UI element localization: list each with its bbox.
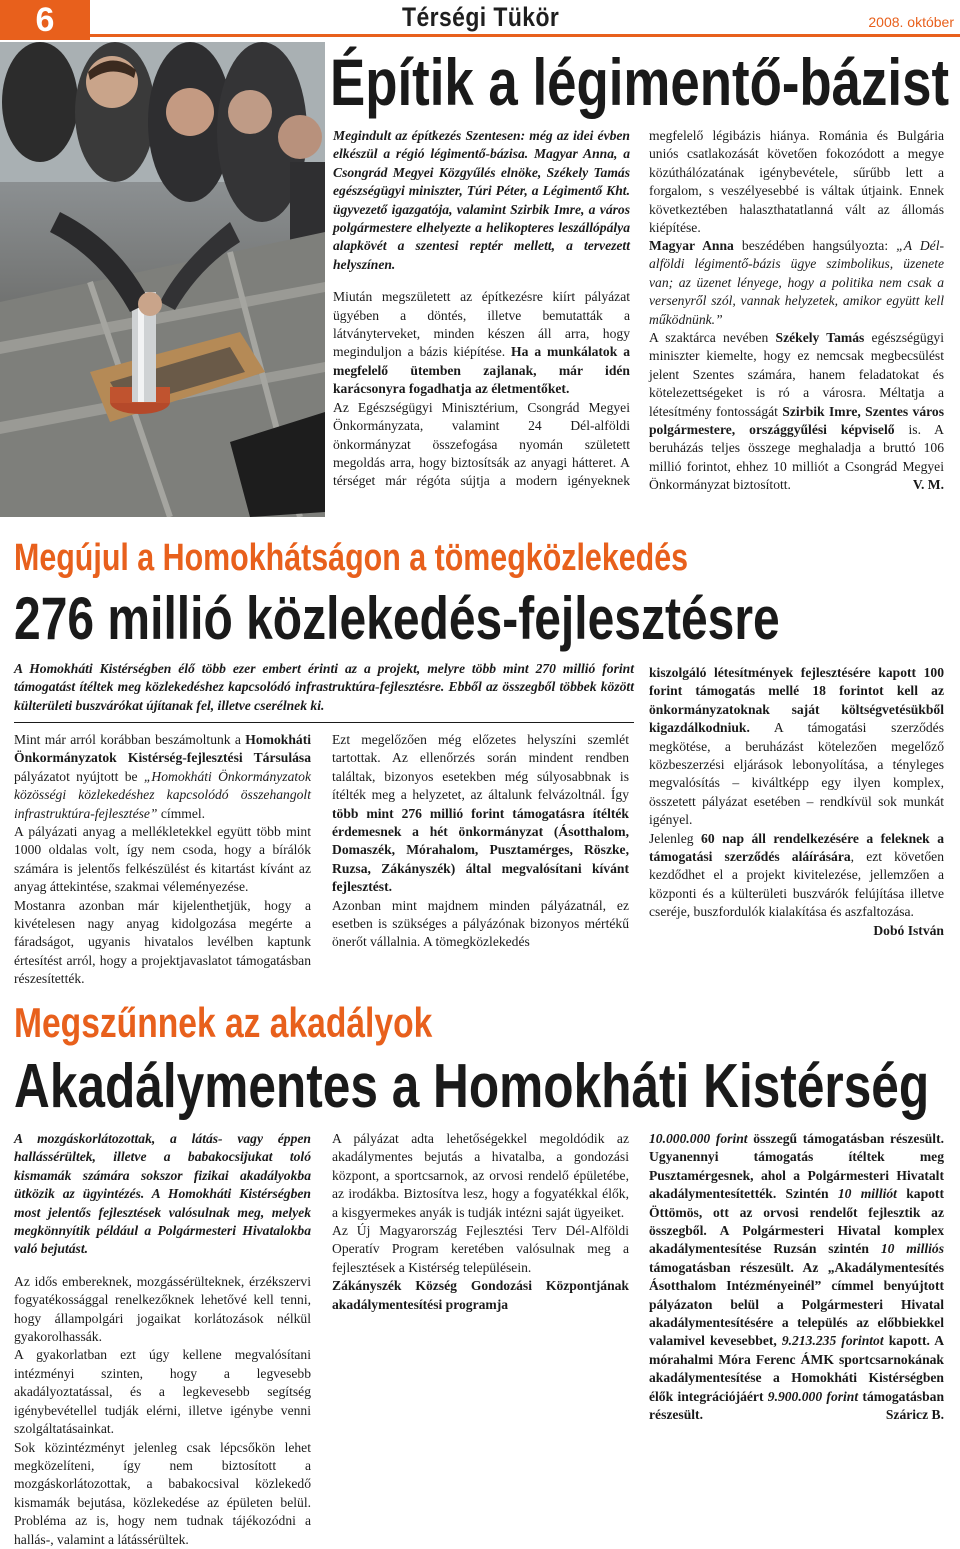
photo-illustration <box>0 42 325 517</box>
article1-highlight: Ha a munkálatok a megfelelő ütemben zajlanak, már idén karácsonyra fogadhatja az életmentőket. <box>333 344 630 397</box>
article2-column-2 <box>332 731 629 952</box>
article3-text: támogatásban részesült. Az „Akadálymentesítés Ásotthalom Intézményeinél” címmel benyújtott pályázaton belül a Polgármesteri Hivatal akadálymentesítésére a település az előbbiekkel valamivel kevesebbet, <box>649 1259 944 1349</box>
article1-quote: „A Dél-alföldi légimentő-bázis ügye szimbolikus, üzenete van; az üzenet lényege, hogy a politika nem csak a versenyről szól, vannak helyzetek, amikor együtt kell működnünk.” <box>649 238 944 327</box>
funding-amount: 9.900.000 forint <box>767 1388 859 1404</box>
article1-text: A szaktárca nevében <box>649 330 776 346</box>
header-rule <box>90 34 960 37</box>
article3-column-1 <box>14 1130 311 1549</box>
funding-amount: 10.000.000 forint <box>649 1131 748 1146</box>
article1-continued-text: megfelelő légibázis hiánya. Románia és Bulgária uniós csatlakozását követően fokozódott a megye közúthálózatának igénybevétele, sűrűbb lett a forgalom, s veszélyesebbé is váltak útjaink. Ennek következtében halaszthatatlanná vált az állomás kiépítése. <box>649 128 944 236</box>
article2-column-1 <box>14 731 311 989</box>
funding-amount: 10 milliót <box>837 1186 897 1202</box>
article1-signature: V. M. <box>912 477 944 493</box>
article2-text: A támogatási szerződés megkötése, a beruházást kötelezően megelőző közbeszerzési eljárások lebonyolítása, a tényleges megvalósítás – kiváltképp egy ilyen komplex, összetett pályázat esetében – rendkívül sok munkát igényel. <box>649 720 944 828</box>
article1-title: Építik a légimentő-bázist <box>330 45 950 119</box>
foundation-stone-photo <box>0 42 325 517</box>
article1-column-2 <box>649 127 944 495</box>
speaker-name: Magyar Anna <box>649 238 734 253</box>
article1-paragraph <box>333 288 630 398</box>
article1-text: egészségügyi miniszter kiemelte, hogy ez nemcsak megbecsülést jelent Szentes számára, hanem feladatokat és kötelezettségeket is ró a városra. Méltatja a létesítmény fontosságát <box>649 330 944 419</box>
article2-paragraph-5: Azonban mint majdnem minden pályázatnál, ez esetben is szükséges a pályázónak bizonyos mértékű önerőt vállalnia. A tömegközlekedés <box>332 897 629 950</box>
issue-date: 2008. október <box>868 14 954 30</box>
mayor-name: Szirbik Imre, Szentes város polgármestere, országgyűlési képviselő <box>649 403 944 438</box>
article3-paragraph-1: Az idős embereknek, mozgássérülteknek, érzékszervi fogyatékossággal renelkezőknek lehetővé kell tenni, hogy állampolgári jogaikat korlátozások nélkül gyakorolhassák. <box>14 1273 311 1345</box>
article2-text: , ezt követően kezdődhet el a projekt kivitelezése, jellemzően a központi és a külterületi buszvárók felújítása illetve cseréje, buszfordulók kialakítása és aszfaltozása. <box>649 849 944 920</box>
article2-paragraph-6 <box>649 664 944 830</box>
article3-text: kapott Öttömös, ott az orvosi rendelőt fejlesztik az összegből. A Polgármesteri Hivatal komplex akadálymentesítése Ruzsán szintén <box>649 1186 944 1257</box>
article2-highlight: több mint 276 millió forint támogatásra ítélték érdemesnek a hét önkormányzat (Ásotthalom, Domaszék, Mórahalom, Pusztamérges, Röszke, Ruzsa, Zákányszék) által megvalósítani kívánt fejlesztést. <box>332 805 629 895</box>
article1-text: beszédében hangsúlyozta: <box>733 238 897 253</box>
article2-highlight: 60 nap áll rendelkezésére a feleknek a támogatási szerződés aláírására <box>649 830 945 865</box>
project-title: „Homokháti Önkormányzatok közösségi közlekedéshez kapcsolódó összehangolt infrastruktúra-fejlesztése” <box>14 768 311 821</box>
article1-paragraph-2-continued <box>649 127 944 237</box>
article2-text: Jelenleg <box>649 830 702 846</box>
article1-column-1 <box>333 127 630 491</box>
association-name: Homokháti Önkormányzatok Kistérség-fejlesztési Társulása <box>14 732 311 766</box>
article2-paragraph-3: Mostanra azonban már kijelenthetjük, hogy a kivételesen nagy anyag kidolgozása megérte a fáradságot, ugyanis hivatalos levélben kaptunk értesítést arról, hogy a projektjavaslatot támogatásban részesítették. <box>14 897 311 987</box>
article2-kicker: Megújul a Homokhátságon a tömegközlekedés <box>14 537 689 579</box>
page-number: 6 <box>0 0 90 40</box>
article3-paragraph-7 <box>649 1130 944 1425</box>
article1-paragraph-2: Az Egészségügyi Minisztérium, Csongrád Megyei Önkormányzata, valamint 24 Dél-alföldi önkormányzat összefogása nyomán született megoldás arra, hogy biztosítsák az anyagi hátteret. A térséget már régóta sújtja a modern igényeknek <box>333 399 630 489</box>
newspaper-name: Térségi Tükör <box>402 2 560 32</box>
minister-name: Székely Tamás <box>775 330 865 346</box>
article3-paragraph-5: Az Új Magyarország Fejlesztési Terv Dél-Alföldi Operatív Program keretében valósulnak meg a fejlesztések a Kistérség településein. <box>332 1223 629 1275</box>
article2-text: Mint már arról korábban beszámoltunk a <box>14 732 246 747</box>
article1-paragraph-4 <box>649 329 944 495</box>
article3-text: támogatásban részesült. <box>649 1388 944 1423</box>
article2-lead: A Homokháti Kistérségben élő több ezer embert érinti az a projekt, melyre több mint 270 millió forint támogatást ítéltek meg közlekedéshez kapcsolódó infrastruktúra-fejlesztésre. Ebből az összegből többek között külterületi buszvárókat újítanak fel, illetve cserélnek ki. <box>14 661 634 713</box>
article2-paragraph-4 <box>332 731 629 897</box>
article3-text: kapott. A mórahalmi Móra Ferenc ÁMK sportcsarnokának akadálymentesítése a Homokháti Kistérségben élők integrációjáért <box>649 1333 945 1404</box>
article2-lead-block <box>14 660 634 715</box>
article1-lead: Megindult az építkezés Szentesen: még az idei évben elkészül a régió légimentő-bázisa. Magyar Anna, a Csongrád Megyei Közgyűlés elnöke, Székely Tamás egészségügyi miniszter, Túri Péter, a Légimentő Kht. ügyvezető igazgatója, valamint Szirbik Imre, a város polgármestere elhelyezte a helikopteres leszállópálya alapkövét a szentesi reptér mellett, a tervezett helyszínen. <box>333 128 630 272</box>
article2-text: Ezt megelőzően még előzetes helyszíni szemlét tartottak. Az ellenőrzés során mindent rendben találtak, bizonyos esetekben még súlyosabbnak is ítélték meg a helyzetet, az általunk felvázoltnál. Így <box>332 732 629 803</box>
article1-text: is. A beruházás teljes összege meghaladja a bruttó 106 millió forintot, ehhez 10 milliót a Csongrád Megyei Önkormányzat biztosított. <box>649 422 944 493</box>
article2-lead-rule <box>14 722 634 723</box>
article3-paragraph-6: Zákányszék Község Gondozási Központjának akadálymentesítési programja <box>332 1278 629 1312</box>
article2-paragraph-1 <box>14 731 311 823</box>
article3-paragraph-4: A pályázat adta lehetőségekkel megoldódik az akadálymentes bejutás a hivatalba, a gondozási központ, a sportcsarnok, az orvosi rendelő épületébe, az irodákba. Biztosítva lesz, hogy a fogyatékkal élők, a kisgyermekes anyák is tudják intézni saját ügyeiket. <box>332 1131 629 1220</box>
article2-column-3 <box>649 664 944 940</box>
article3-paragraph-2: A gyakorlatban ezt úgy kellene megvalósítani intézményi szinten, hogy a legvesebb akadályoztatással, és a legkevesebb segítség igénybevétellel tudják elérni, illetve igénybe venni szolgáltatásainkat. <box>14 1347 311 1437</box>
article2-signature: Dobó István <box>873 922 944 938</box>
article3-text: összegű támogatásban részesült. Ugyanennyi támogatás ítéltek meg Pusztamérgesnek, ahol a Polgármesteri Hivatalt akadálymentesítették. Szintén <box>649 1131 944 1202</box>
article3-column-3 <box>649 1130 944 1425</box>
article2-highlight: kiszolgáló létesítmények fejlesztésére kapott 100 forint támogatás mellé 18 forintot kell az önkormányzatoknak saját költségvetésükből kigazdálkodniuk. <box>649 665 944 736</box>
article3-column-2 <box>332 1130 629 1314</box>
article3-signature: Száricz B. <box>885 1407 944 1423</box>
article1-quote-paragraph <box>649 237 944 329</box>
article1-text: Miután megszületett az építkezésre kiírt pályázat ügyében a döntés, illetve bemutatták a látványterveket, minden készen áll arra, hogy meginduljon a bázis kiépítése. <box>333 289 630 360</box>
article3-paragraph-3: Sok közintézményt jelenleg csak lépcsőkön lehet megközelíteni, így nem biztosított a mozgáskorlátozottak, a babakocsival közlekedő kismamák bejutása, közlekedése az épületen belül. Probléma az is, hogy nem tudnak tájékozódni a hallás-, valamint a látássérültek. <box>14 1439 311 1547</box>
funding-amount: 10 milliós <box>880 1241 944 1257</box>
article3-lead: A mozgáskorlátozottak, a látás- vagy éppen hallássérültek, illetve a babakocsijukat toló kismamák számára sokszor fizikai akadályokba ütközik az ügyintézés. A Homokháti Kistérségben most jelentős fejlesztések valósulnak meg, melyek megkönnyítik például a Polgármesteri Hivatalokba való bejutást. <box>14 1131 311 1257</box>
article3-title: Akadálymentes a Homokháti Kistérség <box>14 1052 930 1121</box>
article2-title: 276 millió közlekedés-fejlesztésre <box>14 585 780 652</box>
article3-kicker: Megszűnnek az akadályok <box>14 999 433 1046</box>
article2-text: pályázatot nyújtott be <box>14 768 144 784</box>
article2-paragraph-2: A pályázati anyag a mellékletekkel együtt több mint 1000 oldalas volt, így nem csoda, hogy a bírálók számára is jelentős felkészülést és kitartást kívánt az anyag áttekintése, szakmai véleményezése. <box>14 824 311 895</box>
article2-paragraph-7 <box>649 830 944 922</box>
article2-text: címmel. <box>157 805 206 821</box>
funding-amount: 9.213.235 forintot <box>781 1333 884 1349</box>
